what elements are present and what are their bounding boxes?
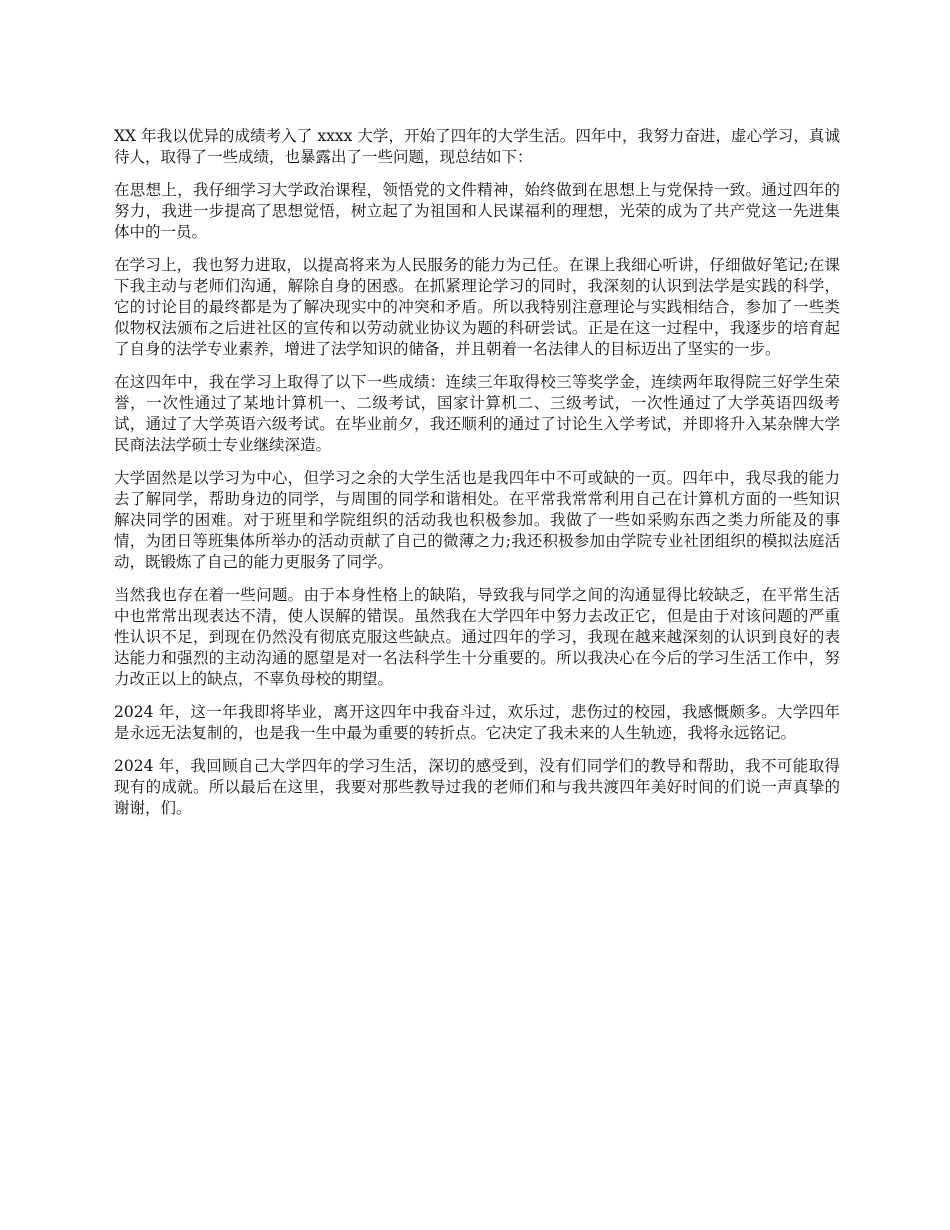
paragraph-graduation: 2024 年，这一年我即将毕业，离开这四年中我奋斗过，欢乐过，悲伤过的校园，我感慨颇多。大学四年是永远无法复制的，也是我一生中最为重要的转折点。它决定了我未来的人生轨迹，我将永远铭记。: [114, 703, 840, 742]
paragraph-campus-life: 大学固然是以学习为中心，但学习之余的大学生活也是我四年中不可或缺的一页。四年中，我尽我的能力去了解同学，帮助身边的同学，与周围的同学和谐相处。在平常我常常利用自己在计算机方面的一些知识解决同学的困难。对于班里和学院组织的活动我也积极参加。我做了一些如采购东西之类力所能及的事情，为团日等班集体所举办的活动贡献了自己的微薄之力;我还积极参加由学院专业社团组织的模拟法庭活动，既锻炼了自己的能力更服务了同学。: [114, 469, 840, 571]
document-body: [114, 126, 840, 831]
paragraph-achievements: 在这四年中，我在学习上取得了以下一些成绩：连续三年取得校三等奖学金，连续两年取得院三好学生荣誉，一次性通过了某地计算机一、二级考试，国家计算机二、三级考试，一次性通过了大学英语四级考试，通过了大学英语六级考试。在毕业前夕，我还顺利的通过了讨论生入学考试，并即将升入某杂牌大学民商法法学硕士专业继续深造。: [114, 373, 840, 454]
paragraph-thanks: 2024 年，我回顾自己大学四年的学习生活，深切的感受到，没有们同学们的教导和帮助，我不可能取得现有的成就。所以最后在这里，我要对那些教导过我的老师们和与我共渡四年美好时间的们说一声真挚的谢谢，们。: [114, 757, 840, 817]
paragraph-ideology: 在思想上，我仔细学习大学政治课程，领悟党的文件精神，始终做到在思想上与党保持一致。通过四年的努力，我进一步提高了思想觉悟，树立起了为祖国和人民谋福利的理想，光荣的成为了共产党这一先进集体中的一员。: [114, 181, 840, 241]
paragraph-study: 在学习上，我也努力进取，以提高将来为人民服务的能力为己任。在课上我细心听讲，仔细做好笔记;在课下我主动与老师们沟通，解除自身的困惑。在抓紧理论学习的同时，我深刻的认识到法学是实践的科学，它的讨论目的最终都是为了解决现实中的冲突和矛盾。所以我特别注意理论与实践相结合，参加了一些类似物权法颁布之后进社区的宣传和以劳动就业协议为题的科研尝试。正是在这一过程中，我逐步的培育起了自身的法学专业素养，增进了法学知识的储备，并且朝着一名法律人的目标迈出了坚实的一步。: [114, 256, 840, 358]
paragraph-shortcomings: 当然我也存在着一些问题。由于本身性格上的缺陷，导致我与同学之间的沟通显得比较缺乏，在平常生活中也常常出现表达不清，使人误解的错误。虽然我在大学四年中努力去改正它，但是由于对该问题的严重性认识不足，到现在仍然没有彻底克服这些缺点。通过四年的学习，我现在越来越深刻的认识到良好的表达能力和强烈的主动沟通的愿望是对一名法科学生十分重要的。所以我决心在今后的学习生活工作中，努力改正以上的缺点，不辜负母校的期望。: [114, 586, 840, 688]
paragraph-intro: XX 年我以优异的成绩考入了 xxxx 大学，开始了四年的大学生活。四年中，我努力奋进，虚心学习，真诚待人，取得了一些成绩，也暴露出了一些问题，现总结如下：: [114, 127, 840, 166]
